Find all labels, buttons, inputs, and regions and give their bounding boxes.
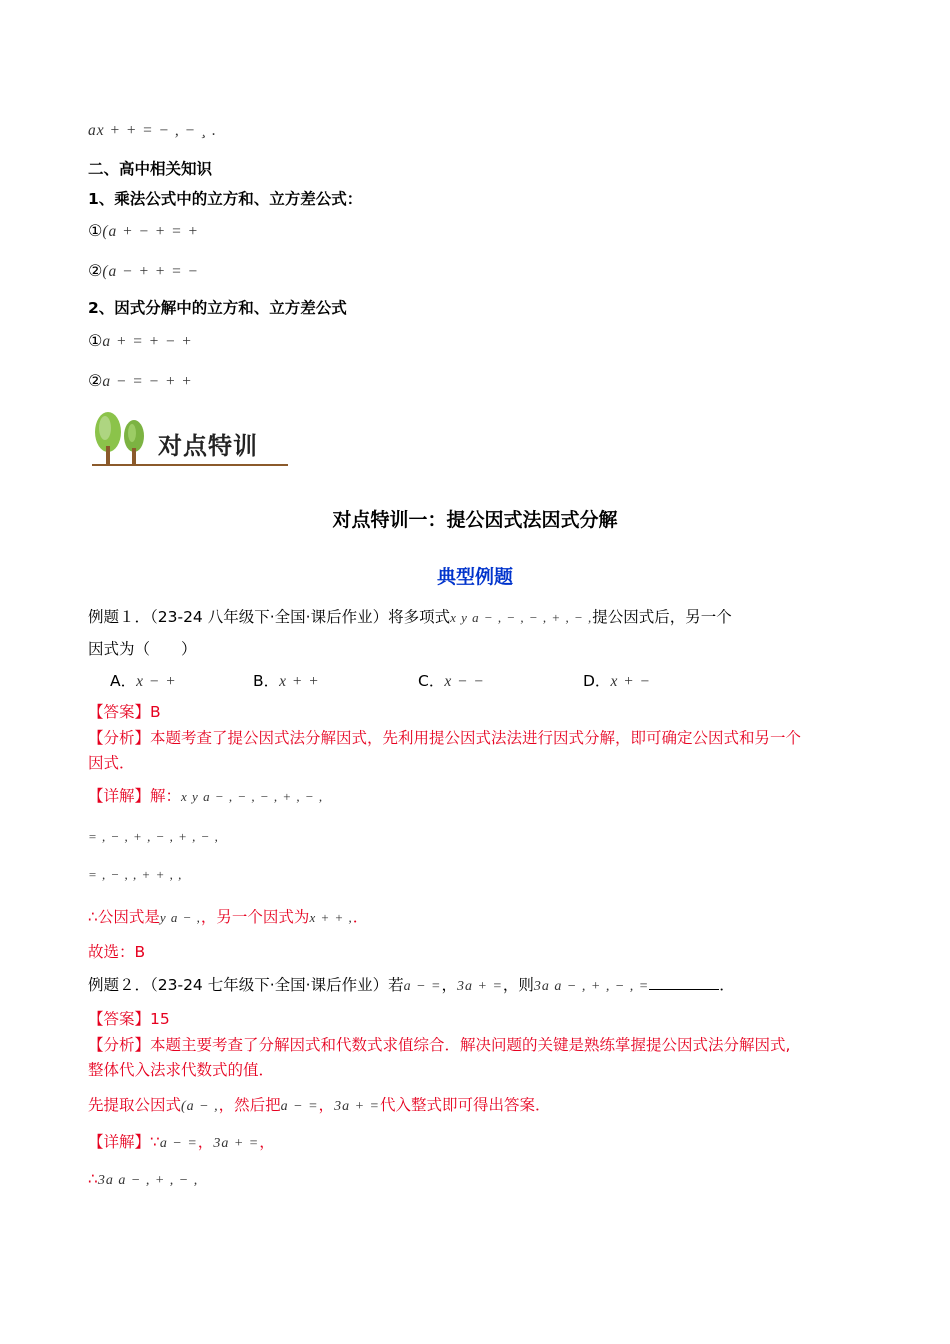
example2-prefix: 例题２．（23-24 七年级下·全国·课后作业）若 <box>88 976 404 994</box>
example2-analysis-line2: 整体代入法求代数式的值． <box>88 1061 275 1079</box>
example1-line1 <box>88 606 732 629</box>
item2-title: 2、因式分解中的立方和、立方差公式 <box>88 299 347 317</box>
therefore-symbol: ∴ <box>88 1170 98 1188</box>
analysis-text: 本题主要考查了分解因式和代数式求值综合．解决问题的关键是熟练掌握提公因式法分解因式, <box>150 1036 791 1054</box>
example2-answer <box>88 1008 170 1030</box>
example1-analysis-line2: 因式． <box>88 754 135 772</box>
conclusion-lead: ∴公因式是 <box>88 908 160 926</box>
example2-formula-b: 3a + = <box>457 979 503 994</box>
answer-value: 15 <box>150 1010 170 1028</box>
item1-formula1 <box>88 220 199 243</box>
example1-step3: = , − , , + + , , <box>88 867 183 882</box>
example1-prefix: 例题１．（23-24 八年级下·全国·课后作业）将多项式 <box>88 608 451 626</box>
example1-formula: x y a − , − , − , + , − , <box>450 610 593 625</box>
formula-text: a + = + − + <box>102 333 193 350</box>
formula-text: (a + − + = + <box>102 223 199 240</box>
step-end: 代入整式即可得出答案． <box>379 1096 551 1114</box>
example1-suffix: 提公因式后，另一个 <box>592 608 732 626</box>
example1-conclusion <box>88 906 368 929</box>
answer-tag: 【答案】 <box>88 703 151 721</box>
example1-analysis <box>88 727 801 749</box>
item2-formula2 <box>88 370 193 393</box>
section-banner <box>92 408 292 470</box>
punct: ， <box>259 1133 275 1151</box>
formula-text: a − = − + + <box>102 373 193 390</box>
punct: ． <box>719 976 735 994</box>
banner-title: 对点特训 <box>158 432 258 460</box>
item1-title: 1、乘法公式中的立方和、立方差公式： <box>88 190 363 208</box>
item1-formula2 <box>88 260 199 283</box>
answer-blank[interactable] <box>649 975 719 990</box>
step-lead: 先提取公因式 <box>88 1096 182 1114</box>
option-label: A． <box>110 672 137 690</box>
circled-two: ② <box>88 371 103 390</box>
detail-formula3: 3a a − , + , − , <box>97 1173 199 1188</box>
option-formula: x − − <box>444 673 485 690</box>
detail-tag: 【详解】 <box>88 1133 151 1151</box>
option-label: B． <box>253 672 280 690</box>
punct: ， <box>318 1096 335 1114</box>
example1-answer <box>88 701 161 723</box>
example2-line1 <box>88 974 735 998</box>
example2-formula-c: 3a a − , + , − , = <box>533 979 650 994</box>
training-title: 对点特训一：提公因式法因式分解 <box>332 509 618 531</box>
option-formula: x + + <box>279 673 320 690</box>
option-d[interactable] <box>583 670 651 693</box>
answer-value: B <box>150 703 161 721</box>
option-c[interactable] <box>418 670 485 693</box>
example2-detail <box>88 1131 275 1155</box>
step-formula2: a − = <box>280 1099 319 1114</box>
step-formula3: 3a + = <box>334 1099 380 1114</box>
detail-formula1: a − = <box>159 1136 198 1151</box>
conclusion-mid: ，另一个因式为 <box>200 908 310 926</box>
item2-formula1 <box>88 330 193 353</box>
step-mid: ，然后把 <box>218 1096 281 1114</box>
example1-step2: = , − , + , − , + , − , <box>88 829 219 844</box>
circled-one: ① <box>88 331 103 350</box>
example2-formula-a: a − = <box>403 979 442 994</box>
formula-text: (a − + + = − <box>102 263 199 280</box>
step-formula1: (a − , <box>181 1099 219 1114</box>
punct: ， <box>441 976 457 994</box>
detail-lead: 解： <box>150 787 182 805</box>
answer-tag: 【答案】 <box>88 1010 151 1028</box>
conclusion-end: ． <box>352 908 369 926</box>
section-heading: 二、高中相关知识 <box>88 160 213 178</box>
example1-line2: 因式为（ ） <box>88 640 197 658</box>
because-symbol: ∵ <box>150 1133 160 1151</box>
option-formula: x + − <box>610 673 651 690</box>
top-formula: ax + + = − , − ¸ . <box>88 122 217 139</box>
option-b[interactable] <box>253 670 320 693</box>
circled-one: ① <box>88 221 103 240</box>
option-label: D． <box>583 672 611 690</box>
analysis-tag: 【分析】 <box>88 1036 151 1054</box>
example2-then: ，则 <box>502 976 534 994</box>
analysis-text: 本题考查了提公因式法分解因式，先利用提公因式法法进行因式分解，即可确定公因式和另一个 <box>150 729 802 747</box>
example2-therefore <box>88 1168 198 1192</box>
example1-choice: 故选：B <box>88 943 146 961</box>
option-formula: x − + <box>136 673 177 690</box>
punct: ， <box>197 1133 214 1151</box>
circled-two: ② <box>88 261 103 280</box>
example1-detail <box>88 785 323 808</box>
option-label: C． <box>418 672 445 690</box>
conclusion-formula: y a − , <box>159 910 201 925</box>
option-a[interactable] <box>110 670 177 693</box>
training-subtitle: 典型例题 <box>436 566 513 588</box>
example2-analysis <box>88 1034 790 1056</box>
detail-formula2: 3a + = <box>213 1136 260 1151</box>
example2-step <box>88 1094 550 1118</box>
analysis-tag: 【分析】 <box>88 729 151 747</box>
detail-tag: 【详解】 <box>88 787 151 805</box>
conclusion-formula2: x + + , <box>309 910 353 925</box>
detail-formula: x y a − , − , − , + , − , <box>181 789 324 804</box>
